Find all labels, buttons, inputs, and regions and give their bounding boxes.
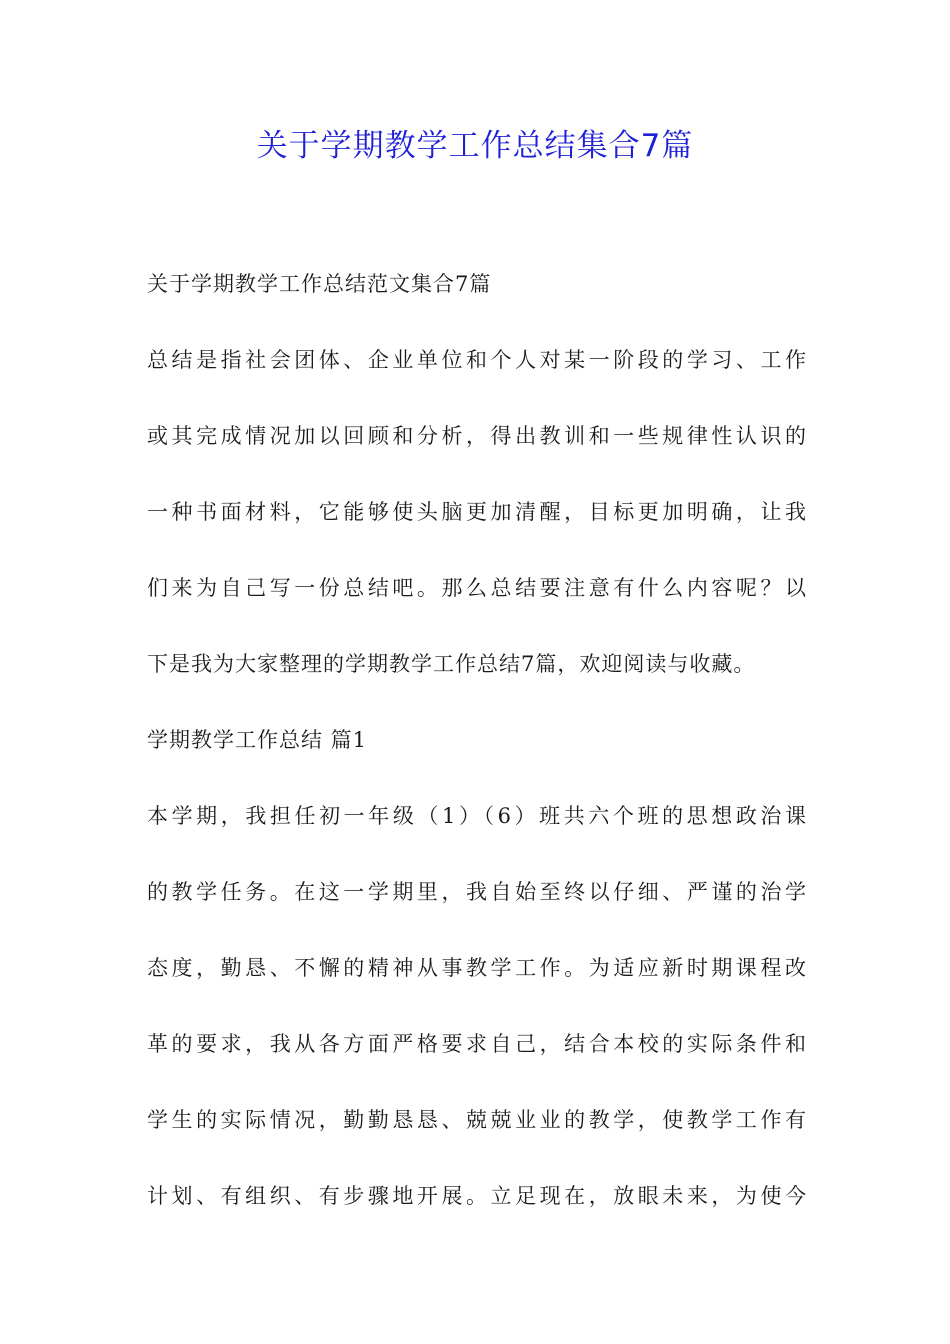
document-body (147, 266, 807, 1215)
paragraph-line: 下是我为大家整理的学期教学工作总结7篇，欢迎阅读与收藏。 (147, 652, 756, 676)
paragraph-line: 学生的实际情况，勤勤恳恳、兢兢业业的教学，使教学工作有 (147, 1108, 807, 1132)
paragraph-line: 革的要求，我从各方面严格要求自己，结合本校的实际条件和 (147, 1032, 807, 1056)
document-title: 关于学期教学工作总结集合7篇 (256, 128, 694, 164)
subtitle-line: 关于学期教学工作总结范文集合7篇 (147, 272, 492, 296)
paragraph-line: 的教学任务。在这一学期里，我自始至终以仔细、严谨的治学 (147, 880, 807, 904)
paragraph-line: 计划、有组织、有步骤地开展。立足现在，放眼未来，为使今 (147, 1184, 807, 1208)
paragraph-line: 总结是指社会团体、企业单位和个人对某一阶段的学习、工作 (147, 348, 807, 372)
paragraph-line: 们来为自己写一份总结吧。那么总结要注意有什么内容呢？以 (147, 576, 807, 600)
paragraph-line: 本学期，我担任初一年级（1）（6）班共六个班的思想政治课 (147, 804, 807, 828)
paragraph-line: 或其完成情况加以回顾和分析，得出教训和一些规律性认识的 (147, 424, 807, 448)
section-heading: 学期教学工作总结 篇1 (147, 728, 368, 752)
paragraph-line: 态度，勤恳、不懈的精神从事教学工作。为适应新时期课程改 (147, 956, 807, 980)
paragraph-line: 一种书面材料，它能够使头脑更加清醒，目标更加明确，让我 (147, 500, 807, 524)
